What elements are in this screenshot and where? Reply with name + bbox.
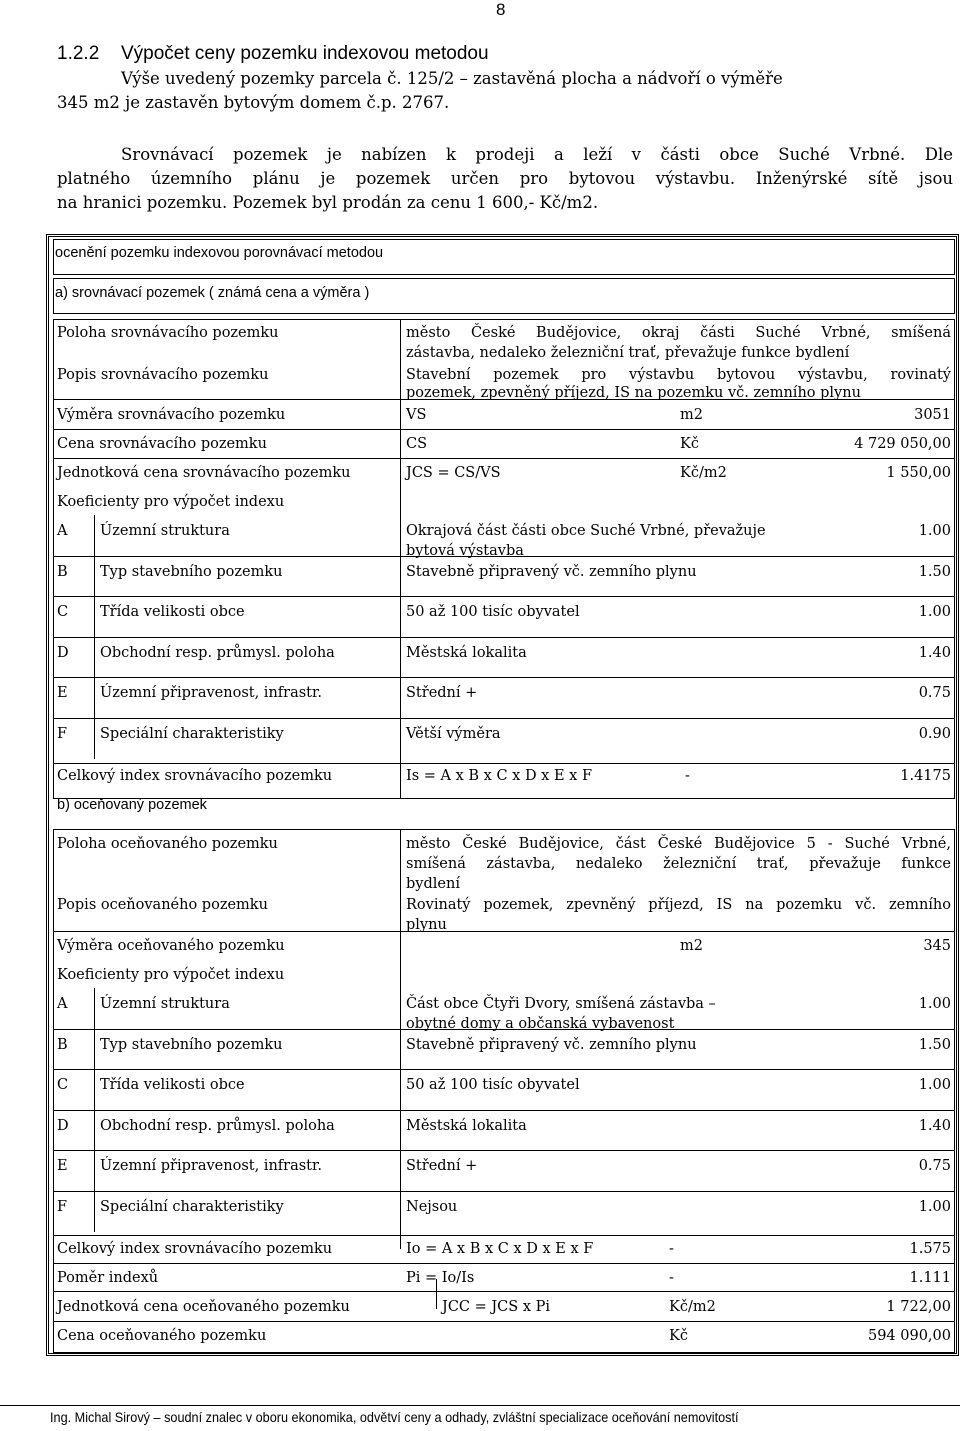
intro-paragraph-2 [57, 143, 953, 215]
intro-line: na hranici pozemku. Pozemek byl prodán za cenu 1 600,- Kč/m2. [57, 193, 599, 212]
coef-value: 0.75 [918, 685, 951, 702]
row-divider [53, 763, 955, 764]
coef-value: 1.50 [918, 563, 951, 580]
coef-name: Územní struktura [100, 996, 230, 1012]
subj-price-label: Cena oceňovaného pozemku [57, 1328, 267, 1344]
section-number: 1.2.2 [57, 43, 100, 64]
comp-location-label: Poloha srovnávacího pozemku [57, 325, 279, 341]
comp-unit-unit: Kč/m2 [680, 465, 727, 481]
comp-unit-label: Jednotková cena srovnávacího pozemku [57, 465, 351, 481]
coef-letter: D [57, 1117, 69, 1134]
comp-desc-line: Stavební pozemek pro výstavbu bytovou výstavbu, rovinatý [406, 367, 951, 383]
coef-value: 1.00 [918, 523, 951, 539]
row-divider [53, 637, 955, 638]
coef-name: Územní struktura [100, 523, 230, 539]
row-divider [53, 429, 955, 430]
coef-name: Speciální charakteristiky [100, 1199, 284, 1215]
row-divider [53, 458, 955, 459]
coef-name: Územní připravenost, infrastr. [100, 685, 322, 702]
comp-price-value: 4 729 050,00 [854, 436, 951, 452]
footer-text: Ing. Michal Sirový – soudní znalec v oboru ekonomika, odvětví ceny a odhady, zvláštní specializace oceňování nemovitostí [50, 1409, 739, 1425]
coef-description: obytné domy a občanská vybavenost [406, 1016, 675, 1032]
subj-price-unit: Kč [669, 1328, 688, 1344]
subj-desc-line: plynu [406, 917, 447, 933]
comp-unit-value: 1 550,00 [886, 465, 951, 481]
table-title: ocenění pozemku indexovou porovnávací metodou [55, 245, 384, 261]
section-a-title: a) srovnávací pozemek ( známá cena a výměra ) [55, 285, 370, 301]
comp-total-value: 1.4175 [900, 768, 951, 784]
grid-column-line [94, 988, 95, 1232]
coef-description: Okrajová část části obce Suché Vrbné, převažuje [406, 523, 766, 539]
subj-area-value: 345 [923, 938, 951, 954]
comp-area-value: 3051 [914, 407, 951, 423]
subj-location-line: smíšená zástavba, nedaleko železniční trať, převažuje funkce [406, 856, 951, 872]
subj-total-value: 1.575 [909, 1241, 951, 1257]
row-divider [53, 1321, 955, 1322]
coef-value: 1.50 [918, 1036, 951, 1053]
row-divider [53, 596, 955, 597]
footer-divider [0, 1405, 960, 1406]
subj-price-value: 594 090,00 [867, 1328, 951, 1344]
row-divider [53, 1029, 955, 1030]
grid-column-line [400, 829, 401, 1249]
grid-column-line [400, 319, 401, 799]
valuation-table [46, 234, 959, 1356]
subj-coef-heading: Koeficienty pro výpočet indexu [57, 967, 285, 983]
intro-line: platného územního plánu je pozemek určen pro bytovou výstavbu. Inženýrské sítě jsou [57, 169, 953, 188]
comp-total-formula: Is = A x B x C x D x E x F [406, 768, 593, 784]
comp-location-line: město České Budějovice, okraj části Suché Vrbné, smíšená [406, 325, 951, 341]
coef-letter: F [57, 726, 68, 742]
comp-total-dash: - [685, 768, 690, 784]
coef-value: 0.75 [918, 1158, 951, 1175]
page-number: 8 [496, 0, 506, 19]
coef-value: 1.00 [918, 1077, 951, 1094]
comp-location-line: zástavba, nedaleko železniční trať, převažuje funkce bydlení [406, 345, 850, 361]
subj-area-unit: m2 [680, 938, 703, 954]
coef-description: Stavebně připravený vč. zemního plynu [406, 1036, 697, 1053]
row-divider [53, 556, 955, 557]
coef-name: Třída velikosti obce [100, 604, 245, 621]
row-divider [53, 1150, 955, 1151]
coef-letter: E [57, 1158, 68, 1175]
coef-name: Územní připravenost, infrastr. [100, 1158, 322, 1175]
coef-letter: E [57, 685, 68, 702]
coef-value: 1.40 [918, 1117, 951, 1134]
comp-unit-symbol: JCS = CS/VS [406, 465, 501, 481]
subj-ratio-label: Poměr indexů [57, 1270, 159, 1286]
coef-letter: C [57, 1077, 69, 1094]
coef-name: Třída velikosti obce [100, 1077, 245, 1094]
intro-line: Výše uvedený pozemky parcela č. 125/2 – zastavěná plocha a nádvoří o výměře [121, 69, 783, 88]
row-divider [53, 1191, 955, 1192]
comp-coef-heading: Koeficienty pro výpočet indexu [57, 494, 285, 510]
subj-unit-label: Jednotková cena oceňovaného pozemku [57, 1299, 350, 1315]
coef-description: Větší výměra [406, 726, 501, 742]
coef-value: 0.90 [918, 726, 951, 742]
coef-description: Část obce Čtyři Dvory, smíšená zástavba – [406, 996, 716, 1012]
comp-price-label: Cena srovnávacího pozemku [57, 436, 267, 452]
subj-desc-label: Popis oceňovaného pozemku [57, 897, 268, 913]
row-divider [53, 931, 955, 932]
coef-letter: D [57, 644, 69, 661]
coef-value: 1.00 [918, 1199, 951, 1215]
comp-area-label: Výměra srovnávacího pozemku [57, 407, 286, 423]
coef-value: 1.00 [918, 604, 951, 621]
coef-letter: B [57, 1036, 68, 1053]
comp-area-symbol: VS [406, 407, 427, 423]
comp-total-label: Celkový index srovnávacího pozemku [57, 768, 333, 784]
row-divider [53, 1235, 955, 1236]
subj-location-line: město České Budějovice, část České Budějovice 5 - Suché Vrbné, [406, 836, 951, 852]
section-title: Výpočet ceny pozemku indexovou metodou [121, 43, 489, 64]
subj-location-label: Poloha oceňovaného pozemku [57, 836, 278, 852]
intro-line: Srovnávací pozemek je nabízen k prodeji a leží v části obce Suché Vrbné. Dle [121, 145, 953, 164]
subj-total-formula: Io = A x B x C x D x E x F [406, 1241, 594, 1257]
coef-name: Typ stavebního pozemku [100, 1036, 283, 1053]
coef-letter: C [57, 604, 69, 621]
comp-area-unit: m2 [680, 407, 703, 423]
subj-location-line: bydlení [406, 876, 460, 892]
row-divider [53, 399, 955, 400]
coef-description: Městská lokalita [406, 1117, 527, 1134]
coef-description: Stavebně připravený vč. zemního plynu [406, 563, 697, 580]
coef-description: 50 až 100 tisíc obyvatel [406, 1077, 580, 1094]
section-b-title: b) oceňovaný pozemek [57, 797, 207, 813]
row-divider [53, 1263, 955, 1264]
coef-description: 50 až 100 tisíc obyvatel [406, 604, 580, 621]
row-divider [53, 718, 955, 719]
row-divider [53, 1291, 955, 1292]
row-divider [53, 677, 955, 678]
subj-total-label: Celkový index srovnávacího pozemku [57, 1241, 333, 1257]
coef-name: Obchodní resp. průmysl. poloha [100, 1117, 335, 1134]
coef-description: Nejsou [406, 1199, 458, 1215]
coef-name: Typ stavebního pozemku [100, 563, 283, 580]
grid-column-line [94, 515, 95, 759]
coef-description: Střední + [406, 1158, 478, 1175]
row-divider [53, 1069, 955, 1070]
intro-paragraph-1 [57, 67, 953, 115]
coef-name: Obchodní resp. průmysl. poloha [100, 644, 335, 661]
comp-price-symbol: CS [406, 436, 428, 452]
subj-total-dash: - [669, 1241, 674, 1257]
section-heading [57, 43, 489, 65]
subj-ratio-value: 1.111 [909, 1270, 951, 1286]
comp-desc-label: Popis srovnávacího pozemku [57, 367, 269, 383]
coef-letter: F [57, 1199, 68, 1215]
subj-ratio-formula: Pi = Io/Is [406, 1270, 475, 1286]
coef-letter: B [57, 563, 68, 580]
coef-name: Speciální charakteristiky [100, 726, 284, 742]
coef-description: Střední + [406, 685, 478, 702]
subj-unit-unit: Kč/m2 [669, 1299, 716, 1315]
subj-ratio-dash: - [669, 1270, 674, 1286]
coef-value: 1.00 [918, 996, 951, 1012]
row-divider [53, 1110, 955, 1111]
subj-unit-value: 1 722,00 [886, 1299, 951, 1315]
comp-price-unit: Kč [680, 436, 699, 452]
coef-description: bytová výstavba [406, 543, 524, 559]
subj-area-label: Výměra oceňovaného pozemku [57, 938, 285, 954]
coef-description: Městská lokalita [406, 644, 527, 661]
coef-letter: A [57, 523, 68, 539]
coef-value: 1.40 [918, 644, 951, 661]
coef-letter: A [57, 996, 68, 1012]
subj-unit-formula: JCC = JCS x Pi [442, 1299, 550, 1315]
subj-desc-line: Rovinatý pozemek, zpevněný příjezd, IS na pozemku vč. zemního [406, 897, 951, 913]
intro-line: 345 m2 je zastavěn bytovým domem č.p. 2767. [57, 93, 450, 112]
comp-desc-line: pozemek, zpevněný příjezd, IS na pozemku vč. zemního plynu [406, 385, 861, 401]
